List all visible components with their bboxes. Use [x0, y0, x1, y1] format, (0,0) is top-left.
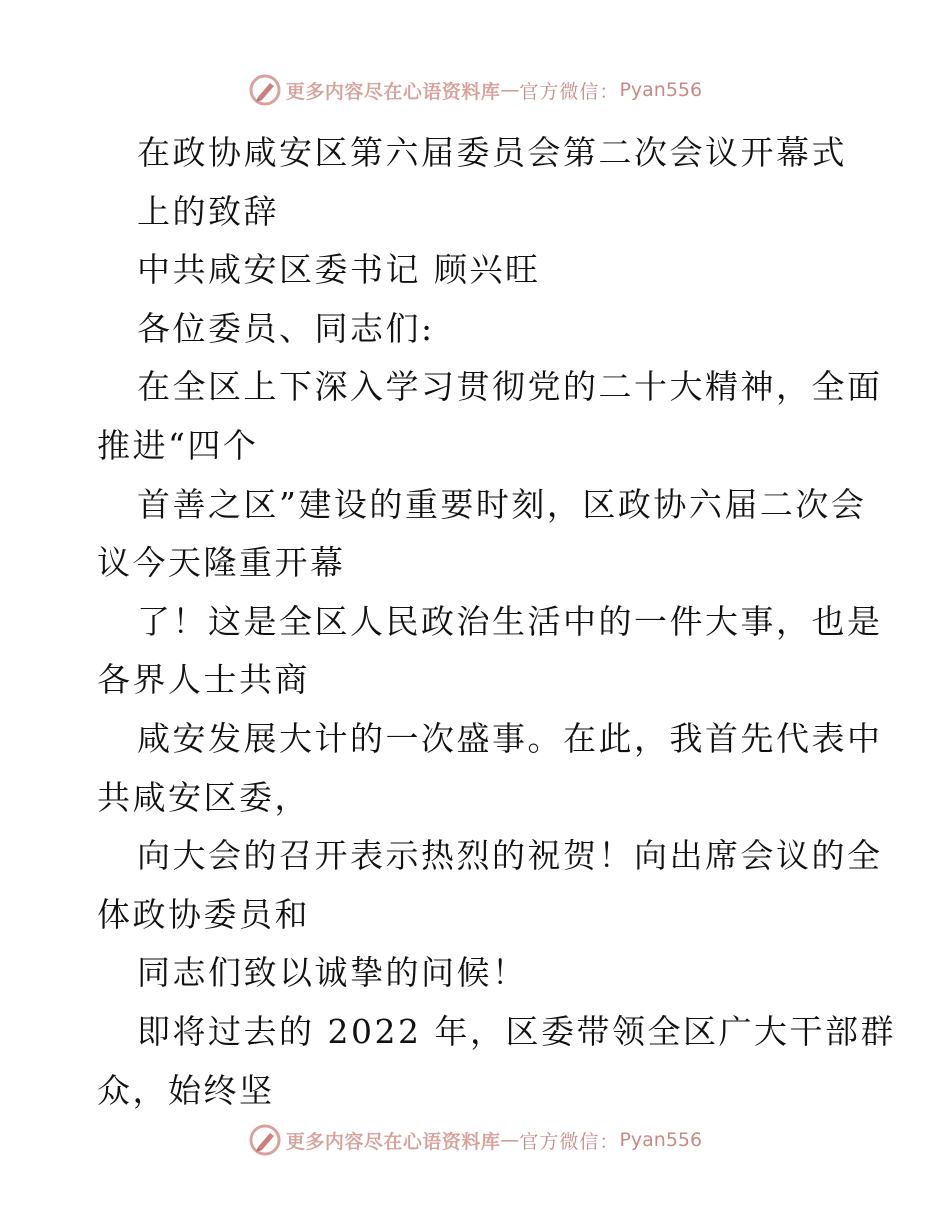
text-line: 各位委员、同志们:	[137, 308, 435, 348]
text-line: 咸安发展大计的一次盛事。在此，我首先代表中	[137, 718, 883, 758]
watermark-id: Pyan556	[619, 79, 703, 101]
watermark-sub-text: 官方微信：	[519, 1130, 620, 1153]
watermark-dash: —	[500, 1129, 520, 1151]
watermark-main-text: 更多内容尽在心语资料库	[285, 80, 501, 103]
footer-watermark	[0, 1120, 950, 1160]
text-line: 推进“四个	[97, 425, 259, 465]
pen-logo-icon	[248, 1123, 282, 1157]
text-line: 在全区上下深入学习贯彻党的二十大精神，全面	[137, 367, 883, 407]
text-line: 向大会的召开表示热烈的祝贺！向出席会议的全	[137, 836, 883, 876]
watermark-dash: —	[500, 79, 520, 101]
header-watermark	[0, 70, 950, 110]
text-line: 体政协委员和	[97, 894, 310, 934]
text-line: 众，始终坚	[97, 1070, 275, 1110]
watermark-main-text: 更多内容尽在心语资料库	[285, 1130, 501, 1153]
text-line: 同志们致以诚挚的问候！	[137, 953, 528, 993]
pen-logo-icon	[248, 73, 282, 107]
text-line: 了！这是全区人民政治生活中的一件大事，也是	[137, 601, 883, 641]
text-line: 各界人士共商	[97, 660, 310, 700]
text-line: 即将过去的 2022 年，区委带领全区广大干部群	[137, 1011, 896, 1051]
text-line: 共咸安区委，	[97, 777, 310, 817]
text-line: 中共咸安区委书记 顾兴旺	[137, 250, 541, 290]
text-line: 在政协咸安区第六届委员会第二次会议开幕式	[137, 133, 847, 172]
document-body	[97, 124, 896, 1120]
text-line: 上的致辞	[137, 191, 279, 231]
text-line: 首善之区”建设的重要时刻，区政协六届二次会	[137, 484, 867, 524]
watermark-id: Pyan556	[619, 1129, 703, 1151]
watermark-sub-text: 官方微信：	[519, 80, 620, 103]
text-line: 议今天隆重开幕	[97, 543, 346, 583]
